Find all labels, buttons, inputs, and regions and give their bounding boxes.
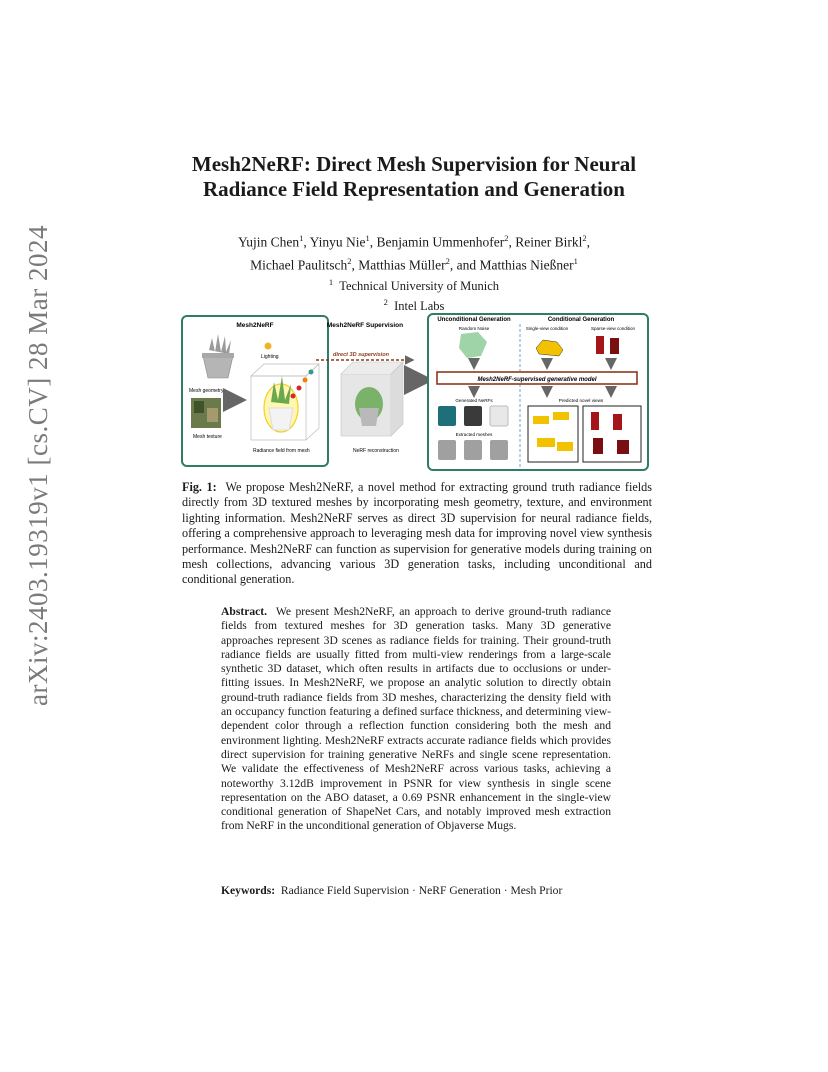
sparse-view-label: Sparse-view condition: [590, 326, 636, 331]
mug-icons: [438, 406, 508, 426]
title-line-2: Radiance Field Representation and Generation: [203, 177, 625, 201]
author: Reiner Birkl: [515, 234, 583, 250]
unconditional-title: Unconditional Generation: [437, 317, 511, 323]
extracted-meshes-label: Extracted meshes: [455, 432, 493, 437]
teaser-figure: [181, 312, 650, 472]
panel-title: Mesh2NeRF: [236, 322, 274, 329]
author: Yinyu Nie: [309, 234, 366, 250]
arxiv-id: arXiv:2403.19319v1 [cs.CV] 28 Mar 2024: [22, 224, 53, 706]
lighting-label: Lighting: [261, 354, 279, 360]
author: Michael Paulitsch: [250, 257, 348, 272]
radiance-field-label: Radiance field from mesh: [253, 448, 310, 454]
keywords-text: Radiance Field Supervision · NeRF Generation · Mesh Prior: [280, 884, 563, 897]
figure-caption: [182, 480, 652, 588]
random-noise-label: Random Noise: [458, 326, 490, 331]
keywords-label: Keywords:: [221, 884, 276, 897]
affiliations: [200, 274, 628, 314]
nerf-recon-label: NeRF reconstruction: [353, 448, 399, 454]
author-list: Yujin Chen$^1$, Yinyu Nie$^1$, Benjamin Ummenhofer$^2$, Reiner Birkl$^2$, Michael Paulitsch$^2$, Matthias Müller$^2$, and Matthias Nießner$^1$: [237, 233, 591, 272]
title-line-1: Mesh2NeRF: Direct Mesh Supervision for Neural: [191, 152, 637, 176]
conditional-title: Conditional Generation: [547, 317, 615, 323]
teaser-diagram: [181, 312, 650, 472]
abstract: [221, 605, 611, 834]
keywords: [221, 884, 621, 898]
mesh-geometry-label: Mesh geometry: [189, 388, 224, 394]
lightbulb-icon: [265, 343, 272, 350]
author: Matthias Nießner: [479, 257, 574, 272]
mesh-texture-label: Mesh texture: [193, 434, 222, 440]
supervision-title: Mesh2NeRF Supervision: [326, 322, 404, 329]
author: Benjamin Ummenhofer: [376, 234, 505, 250]
direct-supervision-label: direct 3D supervision: [333, 352, 389, 358]
mesh-mug-icons: [438, 440, 508, 460]
generated-nerfs-label: Generated NeRFs: [455, 398, 493, 403]
arxiv-stamp: [18, 224, 58, 706]
author: Yujin Chen: [237, 234, 300, 250]
paper-title: [140, 152, 688, 202]
author: Matthias Müller: [358, 257, 446, 272]
abstract-text: We present Mesh2NeRF, an approach to derive ground-truth radiance fields from textured meshes for 3D generation tasks. Many 3D generative approaches represent 3D scenes as radiance fields for training. Their ground-truth radiance fields are usually fitted from multi-view renderings from a large-scale synthetic 3D dataset, which often results in artifacts due to occlusions or under-fitting issues. In Mesh2NeRF, we propose an analytic solution to directly obtain ground-truth radiance fields from 3D meshes, characterizing the density field with an occupancy function featuring a defined surface thickness, and determining view-dependent color through a reflection function considering both the mesh and environment lighting. Mesh2NeRF extracts accurate radiance fields which provides direct supervision for training generative NeRFs and single scene representation. We validate the effectiveness of Mesh2NeRF across various tasks, achieving a noteworthy 3.12dB improvement in PSNR for view synthesis in single scene representation on the ABO dataset, a 0.69 PSNR enhancement in the single-view conditional generation of ShapeNet Cars, and notably improved mesh extraction from NeRF in the unconditional generation of Objaverse Mugs.: [221, 605, 611, 833]
nerf-reconstruction-cube: [341, 362, 403, 436]
affiliation-1: $^1$ Technical University of Munich: [328, 277, 500, 294]
generative-model-label: Mesh2NeRF-supervised generative model: [477, 377, 597, 383]
caption-label: Fig. 1:: [182, 480, 217, 494]
single-view-label: Single-view condition: [525, 326, 569, 331]
predicted-views-label: Predicted novel views: [558, 398, 604, 403]
caption-text: We propose Mesh2NeRF, a novel method for extracting ground truth radiance fields directly from 3D textured meshes by incorporating mesh geometry, texture, and environment lighting information. Mesh2NeRF serves as direct 3D supervision for neural radiance fields, offering a comprehensive approach to leveraging mesh data for improving novel view synthesis performance. Mesh2NeRF can function as supervision for generative models during training on mesh collections, advancing various 3D generation tasks, including unconditional and conditional generation.: [182, 480, 652, 587]
affiliation-2: $^2$ Intel Labs: [383, 297, 445, 314]
abstract-label: Abstract.: [221, 605, 268, 618]
